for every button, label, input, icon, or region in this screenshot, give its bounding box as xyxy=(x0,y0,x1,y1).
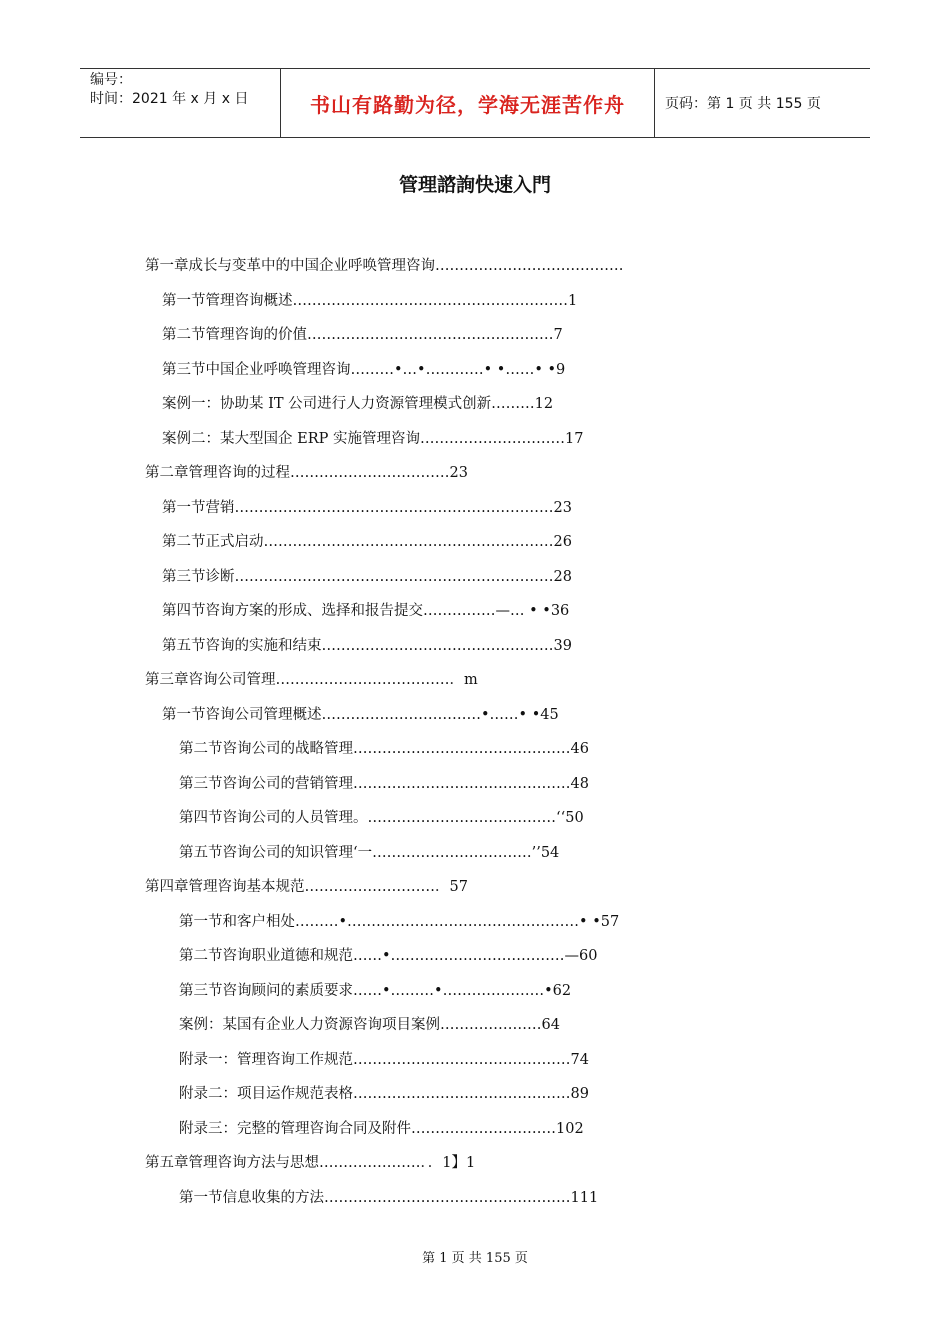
toc-entry: 附录三：完整的管理咨询合同及附件…………………………102 xyxy=(179,1120,584,1137)
toc-entry: 第四节咨询方案的形成、选择和报告提交……………—… • •36 xyxy=(162,603,570,619)
toc-entry: 第五节咨询的实施和结束…………………………………………39 xyxy=(162,637,572,654)
document-date: 时间：2021 年 x 月 x 日 xyxy=(90,91,249,107)
toc-entry: 第四节咨询公司的人员管理。…………………………………‘‘50 xyxy=(179,810,584,826)
toc-entry: 第五节咨询公司的知识管理‘一……………………………’’54 xyxy=(179,844,560,861)
toc-entry: 案例二：某大型国企 ERP 实施管理咨询…………………………17 xyxy=(162,430,584,447)
page-header xyxy=(80,68,870,138)
toc-entry: 第一节信息收集的方法……………………………………………111 xyxy=(179,1189,599,1206)
header-meta xyxy=(80,69,281,137)
toc-entry: 第三节中国企业呼唤管理咨询………•…•…………• •……• •9 xyxy=(162,361,566,378)
toc-entry: 第三节咨询公司的营销管理………………………………………48 xyxy=(179,775,589,792)
toc-entry: 附录一：管理咨询工作规范………………………………………74 xyxy=(179,1051,589,1068)
toc-entry: 第二章管理咨询的过程……………………………23 xyxy=(145,465,468,481)
toc-entry: 第一节咨询公司管理概述……………………………•……• •45 xyxy=(162,706,559,723)
toc-entry: 第四章管理咨询基本规范………………………．57 xyxy=(145,879,468,895)
toc-entry: 第二节管理咨询的价值……………………………………………7 xyxy=(162,327,563,343)
document-number: 编号： xyxy=(90,72,132,88)
toc-entry: 第二节正式启动……………………………………………………26 xyxy=(162,534,572,550)
toc-entry: 附录二：项目运作规范表格………………………………………89 xyxy=(179,1086,589,1102)
toc-entry: 第二节咨询公司的战略管理………………………………………46 xyxy=(179,741,589,757)
toc-entry: 第三章咨询公司管理………………………………．m xyxy=(145,672,478,688)
header-page-number: 页码：第 1 页 共 155 页 xyxy=(665,96,821,112)
page-footer: 第 1 页 共 155 页 xyxy=(422,1251,528,1266)
document-title: 管理諮詢快速入門 xyxy=(398,174,551,196)
toc-entry: 案例一：协助某 IT 公司进行人力资源管理模式创新………12 xyxy=(162,396,554,412)
toc-entry: 第一节管理咨询概述…………………………………………………1 xyxy=(162,292,578,309)
toc-entry: 第一节和客户相处………•…………………………………………• •57 xyxy=(179,913,620,930)
toc-entry: 第三节诊断…………………………………………………………28 xyxy=(162,568,572,585)
toc-entry: 第三节咨询顾问的素质要求……•………•…………………•62 xyxy=(179,982,572,999)
header-motto: 书山有路勤为径，学海无涯苦作舟 xyxy=(281,69,655,137)
toc-entry: 第五章管理咨询方法与思想…………………．．1】1 xyxy=(145,1155,476,1171)
toc-entry: 第二节咨询职业道德和规范……•………………………………—60 xyxy=(179,948,598,964)
toc-entry: 第一节营销…………………………………………………………23 xyxy=(162,499,572,516)
toc-entry: 第一章成长与变革中的中国企业呼唤管理咨询………………………………… xyxy=(145,258,624,274)
toc-entry: 案例：某国有企业人力资源咨询项目案例…………………64 xyxy=(179,1017,560,1033)
